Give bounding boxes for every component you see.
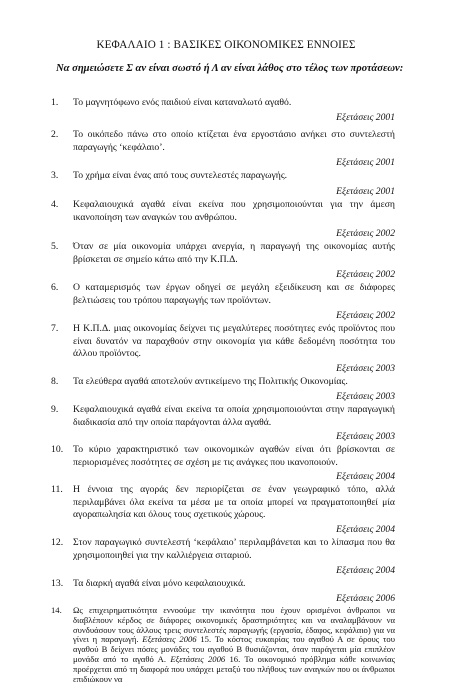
exam-year-label: Εξετάσεις 2003 (336, 431, 395, 442)
exam-year-label: Εξετάσεις 2003 (336, 391, 395, 402)
question-text: Κεφαλαιουχικά αγαθά είναι εκείνα τα οποία χρησιμοποιούνται στην παραγωγική διαδικασία από την οποία παράγονται άλλα αγαθά. (73, 404, 395, 428)
question-number: 16. (229, 653, 241, 664)
exam-year-label: Εξετάσεις 2006 (336, 593, 395, 604)
exam-year-label: Εξετάσεις 2004 (336, 524, 395, 535)
question-item (51, 323, 395, 361)
exam-year-label: Εξετάσεις 2006 (142, 634, 197, 645)
question-text: Το κόστος ευκαιρίας του αγαθού Α σε όρους του αγαθού Β δείχνει πόσες μονάδες του αγαθού Β θυσιάζονται, όταν παράγεται μία επιπλέον μονάδα από το αγαθό Α. (73, 634, 395, 664)
question-item (51, 129, 395, 154)
question-number: 13. (51, 578, 64, 589)
question-text: Η έννοια της αγοράς δεν περιορίζεται σε έναν γεωγραφικό τόπο, αλλά περιλαμβάνει όλα εκείνα τα μέσα με τα οποία μπορεί να πραγματοποιηθεί μία αγοραπωλησία και όλους τους σχετικούς χώρους. (73, 484, 395, 521)
question-item (51, 376, 395, 389)
question-number: 10. (51, 444, 64, 455)
question-item (51, 605, 395, 684)
exam-year-label: Εξετάσεις 2004 (336, 471, 395, 482)
question-number: 4. (51, 199, 59, 210)
question-number: 9. (51, 404, 59, 415)
question-number: 5. (51, 241, 59, 252)
question-item (51, 404, 395, 429)
question-text: Τα ελεύθερα αγαθά αποτελούν αντικείμενο της Πολιτικής Οικονομίας. (73, 376, 348, 387)
question-text: Κεφαλαιουχικά αγαθά είναι εκείνα που χρησιμοποιούνται για την άμεση ικανοποίηση των αναγκών του ανθρώπου. (73, 199, 395, 223)
question-number: 2. (51, 129, 59, 140)
exam-year-label: Εξετάσεις 2001 (336, 186, 395, 197)
question-number: 1. (51, 97, 59, 108)
exam-year-label: Εξετάσεις 2001 (336, 157, 395, 168)
exam-year-label: Εξετάσεις 2002 (336, 228, 395, 239)
question-item (51, 537, 395, 562)
exam-year-label: Εξετάσεις 2002 (336, 310, 395, 321)
question-number: 12. (51, 537, 64, 548)
question-number: 7. (51, 323, 59, 334)
question-text: Το οικονομικό πρόβλημα κάθε κοινωνίας προέρχεται από τη διαφορά που υπάρχει μεταξύ του πλήθους των αναγκών που οι άνθρωποι επιδιώκουν να (73, 653, 395, 684)
instruction-text: Να σημειώσετε Σ αν είναι σωστό ή Λ αν είναι λάθος στο τέλος των προτάσεων: (56, 63, 404, 74)
question-number: 14. (51, 605, 62, 615)
question-item (51, 97, 395, 110)
question-item (51, 241, 395, 266)
question-text: Ως επιχειρηματικότητα εννοούμε την ικανότητα που έχουν ορισμένοι άνθρωποι να διαβλέπουν κέρδος σε διάφορες οικονομικές δραστηριότητες και να αναλαμβάνουν να συνδυάσουν τους άλλους τρεις συντελεστές παραγωγής (εργασία, έδαφος, κεφάλαιο) για να γίνει η παραγωγή. (73, 605, 395, 645)
exam-year-label: Εξετάσεις 2003 (336, 363, 395, 374)
question-number: 11. (51, 484, 63, 495)
question-item (51, 170, 395, 183)
question-text: Το κύριο χαρακτηριστικό των οικονομικών αγαθών είναι ότι βρίσκονται σε περιορισμένες ποσότητες σε σχέση με τις ανάγκες που ικανοποιούν. (73, 444, 395, 468)
question-text: Το οικόπεδο πάνω στο οποίο κτίζεται ένα εργοστάσιο ανήκει στο συντελεστή παραγωγής ‘κεφάλαιο’. (73, 129, 395, 153)
question-item (51, 578, 395, 591)
question-text: Ο καταμερισμός των έργων οδηγεί σε μεγάλη εξειδίκευση και σε διάφορες βελτιώσεις του τρόπου παραγωγής των προϊόντων. (73, 282, 395, 306)
question-text: Όταν σε μία οικονομία υπάρχει ανεργία, η παραγωγή της οικονομίας αυτής βρίσκεται σε σημείο κάτω από την Κ.Π.Δ. (73, 241, 395, 265)
question-number: 3. (51, 170, 59, 181)
question-item (51, 484, 395, 522)
exam-year-label: Εξετάσεις 2004 (336, 565, 395, 576)
question-text: Στον παραγωγικό συντελεστή ‘κεφάλαιο’ περιλαμβάνεται και το λίπασμα που θα χρησιμοποιηθεί για την καλλιέργεια σιταριού. (73, 537, 395, 561)
exam-year-label: Εξετάσεις 2006 (170, 653, 226, 664)
question-text: Το μαγνητόφωνο ενός παιδιού είναι καταναλωτό αγαθό. (73, 97, 292, 108)
exam-year-label: Εξετάσεις 2001 (336, 112, 395, 123)
question-number: 6. (51, 282, 59, 293)
question-text: Το χρήμα είναι ένας από τους συντελεστές παραγωγής. (73, 170, 288, 181)
question-text: Η Κ.Π.Δ. μιας οικονομίας δείχνει τις μεγαλύτερες ποσότητες ενός προϊόντος που είναι δυνατόν να παραχθούν στην οικονομία για κάθε δεδομένη ποσότητα του άλλου προϊόντος. (73, 323, 395, 360)
question-item (51, 444, 395, 469)
question-number: 15. (200, 634, 212, 645)
question-number: 8. (51, 376, 59, 387)
question-text: Τα διαρκή αγαθά είναι μόνο κεφαλαιουχικά. (73, 578, 246, 589)
exam-year-label: Εξετάσεις 2002 (336, 269, 395, 280)
question-item (51, 199, 395, 224)
question-item (51, 282, 395, 307)
chapter-title: ΚΕΦΑΛΑΙΟ 1 : ΒΑΣΙΚΕΣ ΟΙΚΟΝΟΜΙΚΕΣ ΕΝΝΟΙΕΣ (96, 39, 356, 51)
